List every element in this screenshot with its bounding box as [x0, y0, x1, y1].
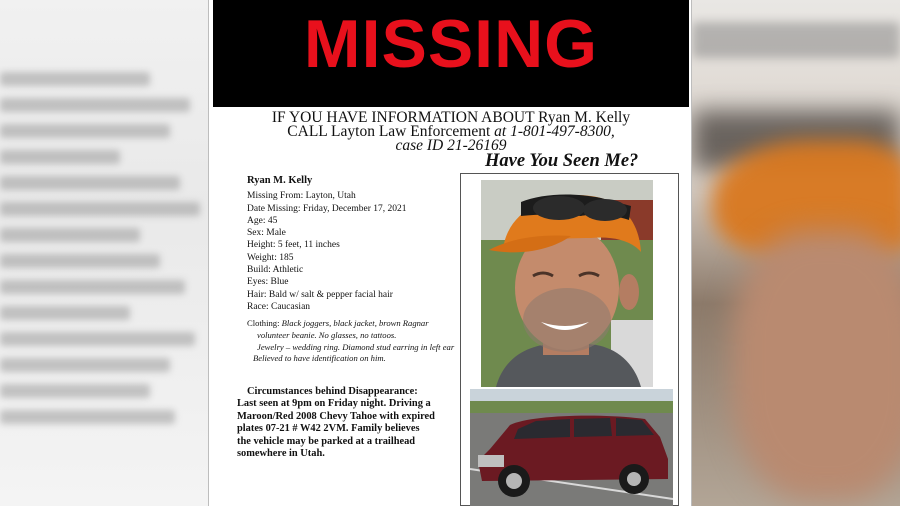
person-name: Ryan M. Kelly	[247, 175, 313, 186]
detail-sex: Sex: Male	[247, 228, 286, 239]
detail-weight: Weight: 185	[247, 252, 294, 263]
clothing-line-2: volunteer beanie. No glasses, no tattoos.	[257, 329, 397, 340]
have-you-seen-me-heading: Have You Seen Me?	[485, 151, 639, 171]
blurred-heading	[692, 22, 900, 58]
circumstances-heading: Circumstances behind Disappearance:	[247, 386, 418, 397]
clothing-line-1: Black joggers, black jacket, brown Ragnar	[279, 318, 429, 328]
detail-race: Race: Caucasian	[247, 301, 311, 312]
missing-poster	[208, 0, 692, 506]
case-id: case ID 21-26169	[395, 137, 507, 154]
detail-hair: Hair: Bald w/ salt & pepper facial hair	[247, 289, 393, 300]
blurred-background-right	[692, 0, 900, 506]
circumstances-line: Last seen at 9pm on Friday night. Driving a	[237, 398, 431, 410]
detail-build: Build: Athletic	[247, 265, 304, 276]
details-block	[247, 175, 467, 313]
vehicle-illustration	[470, 389, 673, 506]
detail-height: Height: 5 feet, 11 inches	[247, 240, 340, 251]
circumstances-block	[237, 386, 467, 460]
blurred-text-block	[0, 60, 208, 424]
detail-eyes: Eyes: Blue	[247, 277, 289, 288]
blurred-face	[732, 230, 900, 500]
blurred-background-left	[0, 0, 208, 506]
clothing-line-4: Believed to have identification on him.	[253, 353, 386, 364]
info-line-2-text: CALL Layton Law Enforcement	[287, 123, 495, 140]
clothing-block	[247, 318, 472, 365]
detail-age: Age: 45	[247, 215, 278, 226]
vehicle-photo	[470, 389, 673, 506]
circumstances-line: somewhere in Utah.	[237, 448, 325, 460]
portrait-photo	[481, 180, 653, 387]
banner-title: MISSING	[303, 5, 599, 82]
missing-banner	[213, 0, 689, 107]
circumstances-line: the vehicle may be parked at a trailhead	[237, 435, 416, 447]
detail-missing-from: Missing From: Layton, Utah	[247, 191, 356, 202]
portrait-illustration	[481, 180, 653, 387]
circumstances-line: Maroon/Red 2008 Chevy Tahoe with expired	[237, 410, 435, 422]
clothing-label: Clothing:	[247, 318, 280, 328]
phone-number: at 1-801-497-8300,	[494, 123, 615, 140]
detail-date-missing: Date Missing: Friday, December 17, 2021	[247, 203, 407, 214]
circumstances-line: plates 07-21 # W42 2VM. Family believes	[237, 423, 420, 435]
clothing-line-3: Jewelry – wedding ring. Diamond stud earring in left ear	[257, 341, 455, 352]
info-line-1-text: IF YOU HAVE INFORMATION ABOUT Ryan M. Kelly	[271, 109, 631, 126]
